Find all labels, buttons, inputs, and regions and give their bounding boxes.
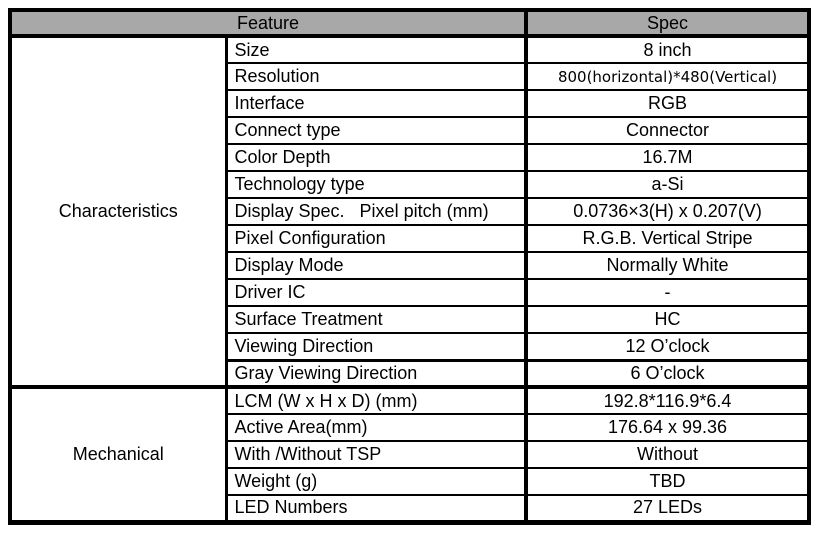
feature-cell: Gray Viewing Direction (226, 360, 526, 387)
feature-cell: Interface (226, 90, 526, 117)
feature-cell: LCM (W x H x D) (mm) (226, 387, 526, 414)
table-row (10, 387, 809, 414)
spec-cell: 12 O’clock (526, 333, 809, 360)
feature-cell: Display Mode (226, 252, 526, 279)
feature-cell: Resolution (226, 63, 526, 90)
spec-cell: - (526, 279, 809, 306)
spec-cell: a-Si (526, 171, 809, 198)
spec-cell: 800(horizontal)*480(Vertical) (526, 63, 809, 90)
feature-column-header: Feature (10, 10, 526, 36)
feature-cell: With /Without TSP (226, 441, 526, 468)
category-cell: Characteristics (10, 36, 226, 387)
feature-cell: Driver IC (226, 279, 526, 306)
feature-cell: LED Numbers (226, 495, 526, 522)
spec-cell: TBD (526, 468, 809, 495)
feature-cell: Connect type (226, 117, 526, 144)
spec-cell: 6 O’clock (526, 360, 809, 387)
spec-table (8, 8, 811, 525)
spec-table-body (10, 36, 809, 522)
feature-cell: Viewing Direction (226, 333, 526, 360)
spec-cell: 27 LEDs (632, 497, 703, 518)
spec-cell: RGB (526, 90, 809, 117)
feature-cell: Active Area(mm) (226, 414, 526, 441)
table-row (10, 36, 809, 63)
spec-column-header: Spec (526, 10, 809, 36)
spec-cell: 176.64 x 99.36 (526, 414, 809, 441)
spec-cell: 0.0736×3(H) x 0.207(V) (526, 198, 809, 225)
spec-cell: 192.8*116.9*6.4 (526, 387, 809, 414)
spec-cell: Connector (526, 117, 809, 144)
spec-cell: R.G.B. Vertical Stripe (526, 225, 809, 252)
feature-cell: Surface Treatment (226, 306, 526, 333)
spec-cell: 16.7M (526, 144, 809, 171)
category-cell: Mechanical (10, 387, 226, 522)
feature-cell: Size (226, 36, 526, 63)
feature-cell: Display Spec. Pixel pitch (mm) (226, 198, 526, 225)
spec-cell: Without (526, 441, 809, 468)
spec-cell: HC (526, 306, 809, 333)
feature-cell: Color Depth (226, 144, 526, 171)
feature-cell: Weight (g) (226, 468, 526, 495)
spec-cell: Normally White (526, 252, 809, 279)
feature-cell: Technology type (226, 171, 526, 198)
feature-cell: Pixel Configuration (226, 225, 526, 252)
spec-cell: 8 inch (526, 36, 809, 63)
header-row (10, 10, 809, 36)
